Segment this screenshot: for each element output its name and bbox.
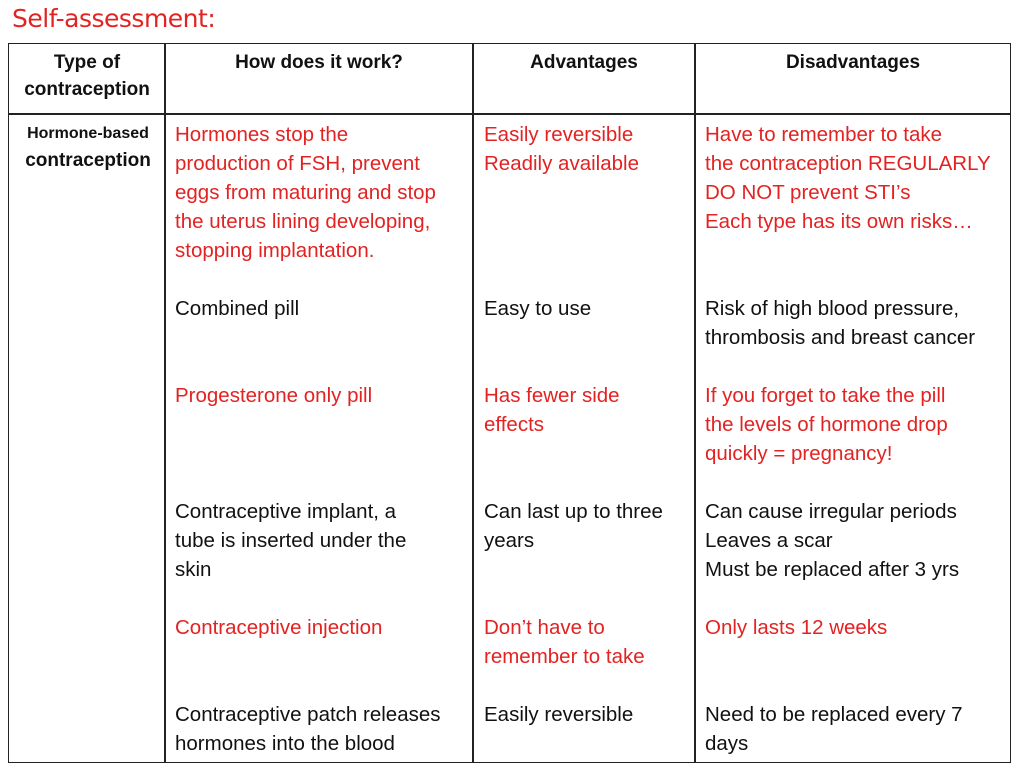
header-type [10,49,164,103]
row-3-how: Contraceptive implant, a tube is inserted under the skin [175,500,407,581]
row-0-how: Hormones stop the production of FSH, prevent eggs from maturing and stop the uterus lining developing, stopping implantation. [175,123,436,262]
header-divider [8,113,1011,115]
row-4-how: Contraceptive injection [175,616,383,639]
slide-title: Self-assessment: [12,4,216,33]
row-3-advantages: Can last up to three years [484,500,663,552]
row-5-how: Contraceptive patch releases hormones into the blood [175,703,441,755]
row-0-advantages: Easily reversible Readily available [484,123,639,175]
header-disadvantages: Disadvantages [785,52,921,73]
header-how: How does it work? [235,52,403,73]
row-5-advantages: Easily reversible [484,703,634,726]
header-advantages: Advantages [530,52,638,73]
row-0-disadvantages: Have to remember to take the contraception REGULARLY DO NOT prevent STI’s Each type has its own risks… [705,123,991,233]
row-1-disadvantages: Risk of high blood pressure, thrombosis and breast cancer [705,297,976,349]
type-label-line2: contraception [25,150,151,171]
row-2-disadvantages: If you forget to take the pill the levels of hormone drop quickly = pregnancy! [705,384,948,465]
header-type-line1: Type of [53,52,121,73]
row-2-advantages: Has fewer side effects [484,384,620,436]
column-divider-3 [694,43,696,763]
row-4-advantages: Don’t have to remember to take [484,616,645,668]
column-divider-1 [164,43,166,763]
row-3-disadvantages: Can cause irregular periods Leaves a scar Must be replaced after 3 yrs [705,500,960,581]
type-label-line1: Hormone-based [27,125,149,142]
column-divider-2 [472,43,474,763]
row-5-disadvantages: Need to be replaced every 7 days [705,703,963,755]
row-4-disadvantages: Only lasts 12 weeks [705,616,888,639]
row-1-how: Combined pill [175,297,300,320]
row-1-advantages: Easy to use [484,297,592,320]
header-type-line2: contraception [24,79,150,100]
row-2-how: Progesterone only pill [175,384,373,407]
